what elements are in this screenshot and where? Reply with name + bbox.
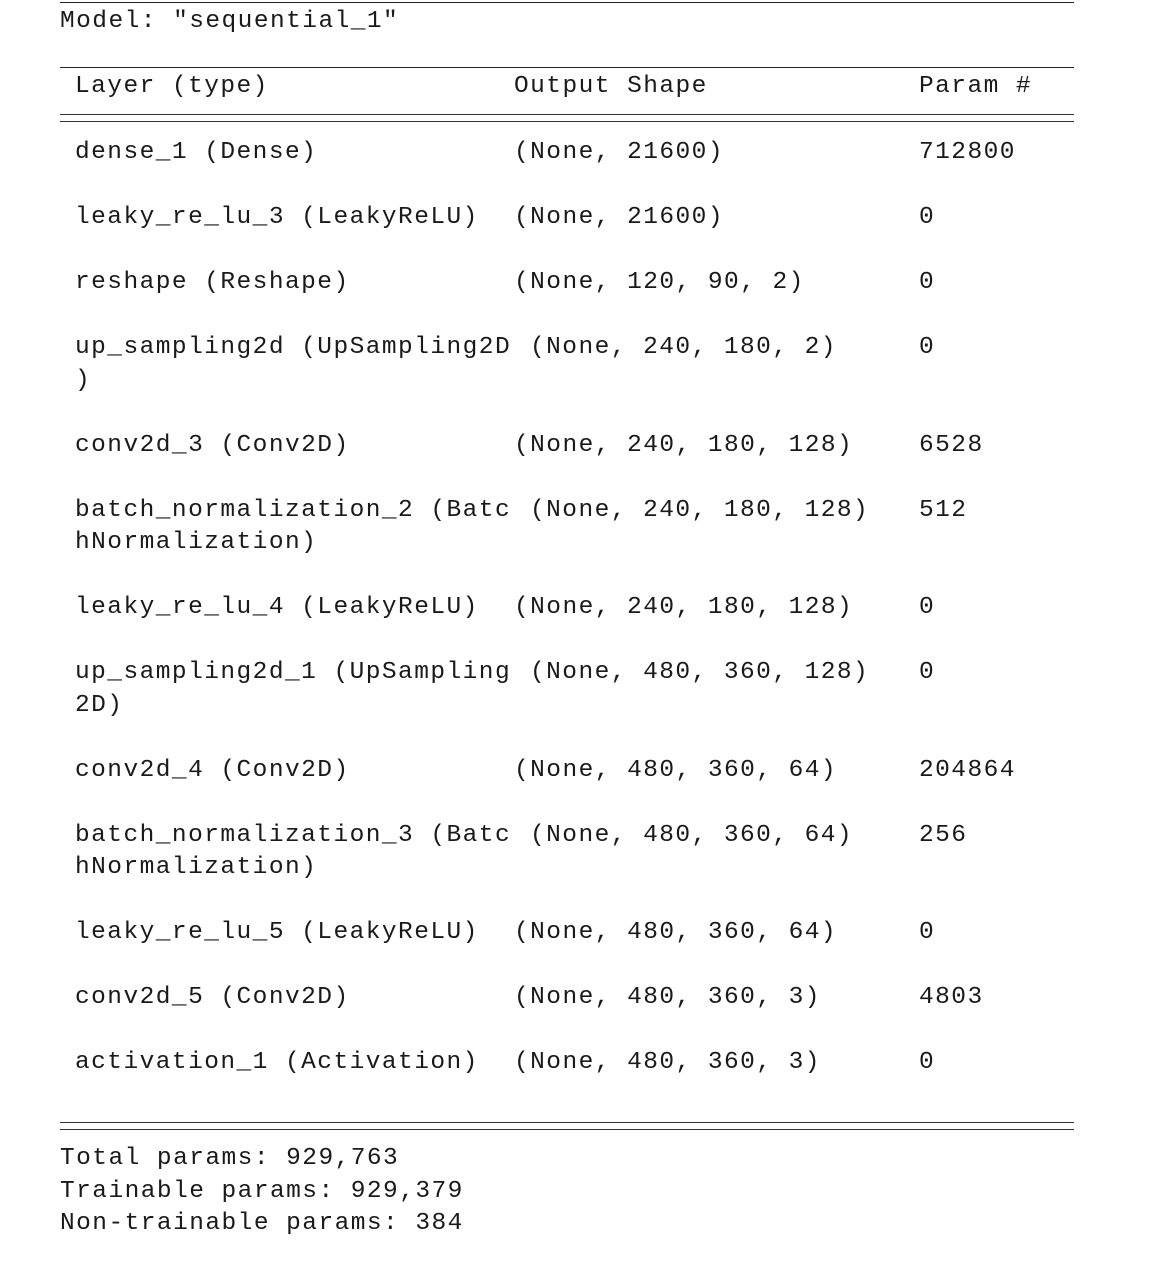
layer-output-shape: (None, 480, 360, 64) — [514, 919, 838, 946]
layer-output-shape: (None, 240, 180, 128) — [514, 431, 854, 459]
layer-name-continued: hNormalization) — [75, 529, 318, 556]
layer-name: up_sampling2d (UpSampling2D — [75, 334, 512, 361]
layer-name: activation_1 (Activation) — [75, 1049, 479, 1076]
layer-name-continued: hNormalization) — [75, 854, 318, 881]
layer-output-shape: (None, 21600) — [514, 139, 724, 166]
layer-output-shape: (None, 480, 360, 128) — [530, 659, 870, 686]
layer-param-count: 6528 — [919, 431, 984, 459]
layer-name: dense_1 (Dense) — [75, 139, 318, 166]
layer-param-count: 204864 — [919, 756, 1016, 784]
layer-param-count: 0 — [919, 269, 936, 296]
layer-output-shape: (None, 21600) — [514, 204, 724, 231]
header-separator — [60, 114, 1074, 122]
total-params: Total params: 929,763 — [60, 1145, 400, 1172]
layer-name: conv2d_5 (Conv2D) — [75, 984, 350, 1011]
layer-output-shape: (None, 480, 360, 3) — [514, 984, 821, 1011]
layer-name-continued: 2D) — [75, 691, 124, 719]
layer-name: leaky_re_lu_5 (LeakyReLU) — [75, 919, 479, 946]
header-layer: Layer (type) — [75, 73, 269, 100]
layer-param-count: 0 — [919, 594, 936, 621]
non-trainable-params: Non-trainable params: 384 — [60, 1210, 464, 1237]
top-rule — [60, 2, 1074, 3]
layer-param-count: 0 — [919, 204, 936, 231]
trainable-params: Trainable params: 929,379 — [60, 1178, 464, 1205]
header-rule — [60, 67, 1074, 68]
layer-name: up_sampling2d_1 (UpSampling — [75, 659, 512, 686]
layer-param-count: 712800 — [919, 139, 1016, 166]
layer-output-shape: (None, 240, 180, 128) — [514, 594, 854, 621]
layer-output-shape: (None, 120, 90, 2) — [514, 269, 805, 296]
layer-param-count: 0 — [919, 1049, 936, 1076]
layer-param-count: 512 — [919, 496, 968, 524]
layer-output-shape: (None, 240, 180, 128) — [530, 496, 870, 524]
layer-name: batch_normalization_3 (Batc — [75, 821, 512, 849]
layer-param-count: 256 — [919, 821, 968, 849]
layer-name: reshape (Reshape) — [75, 269, 350, 296]
layer-output-shape: (None, 480, 360, 64) — [514, 756, 838, 784]
layer-param-count: 4803 — [919, 984, 984, 1011]
footer-separator — [60, 1122, 1074, 1130]
layer-name: conv2d_3 (Conv2D) — [75, 431, 350, 459]
layer-output-shape: (None, 480, 360, 64) — [530, 821, 854, 849]
layer-name: conv2d_4 (Conv2D) — [75, 756, 350, 784]
header-output-shape: Output Shape — [514, 73, 708, 100]
layer-name: batch_normalization_2 (Batc — [75, 496, 512, 524]
layer-name: leaky_re_lu_4 (LeakyReLU) — [75, 594, 479, 621]
layer-output-shape: (None, 480, 360, 3) — [514, 1049, 821, 1076]
layer-name-continued: ) — [75, 366, 92, 394]
layer-name: leaky_re_lu_3 (LeakyReLU) — [75, 204, 479, 231]
layer-param-count: 0 — [919, 659, 936, 686]
header-param-count: Param # — [919, 73, 1033, 100]
layer-param-count: 0 — [919, 919, 936, 946]
layer-param-count: 0 — [919, 334, 936, 361]
layer-output-shape: (None, 240, 180, 2) — [530, 334, 837, 361]
model-title: Model: "sequential_1" — [60, 8, 400, 35]
